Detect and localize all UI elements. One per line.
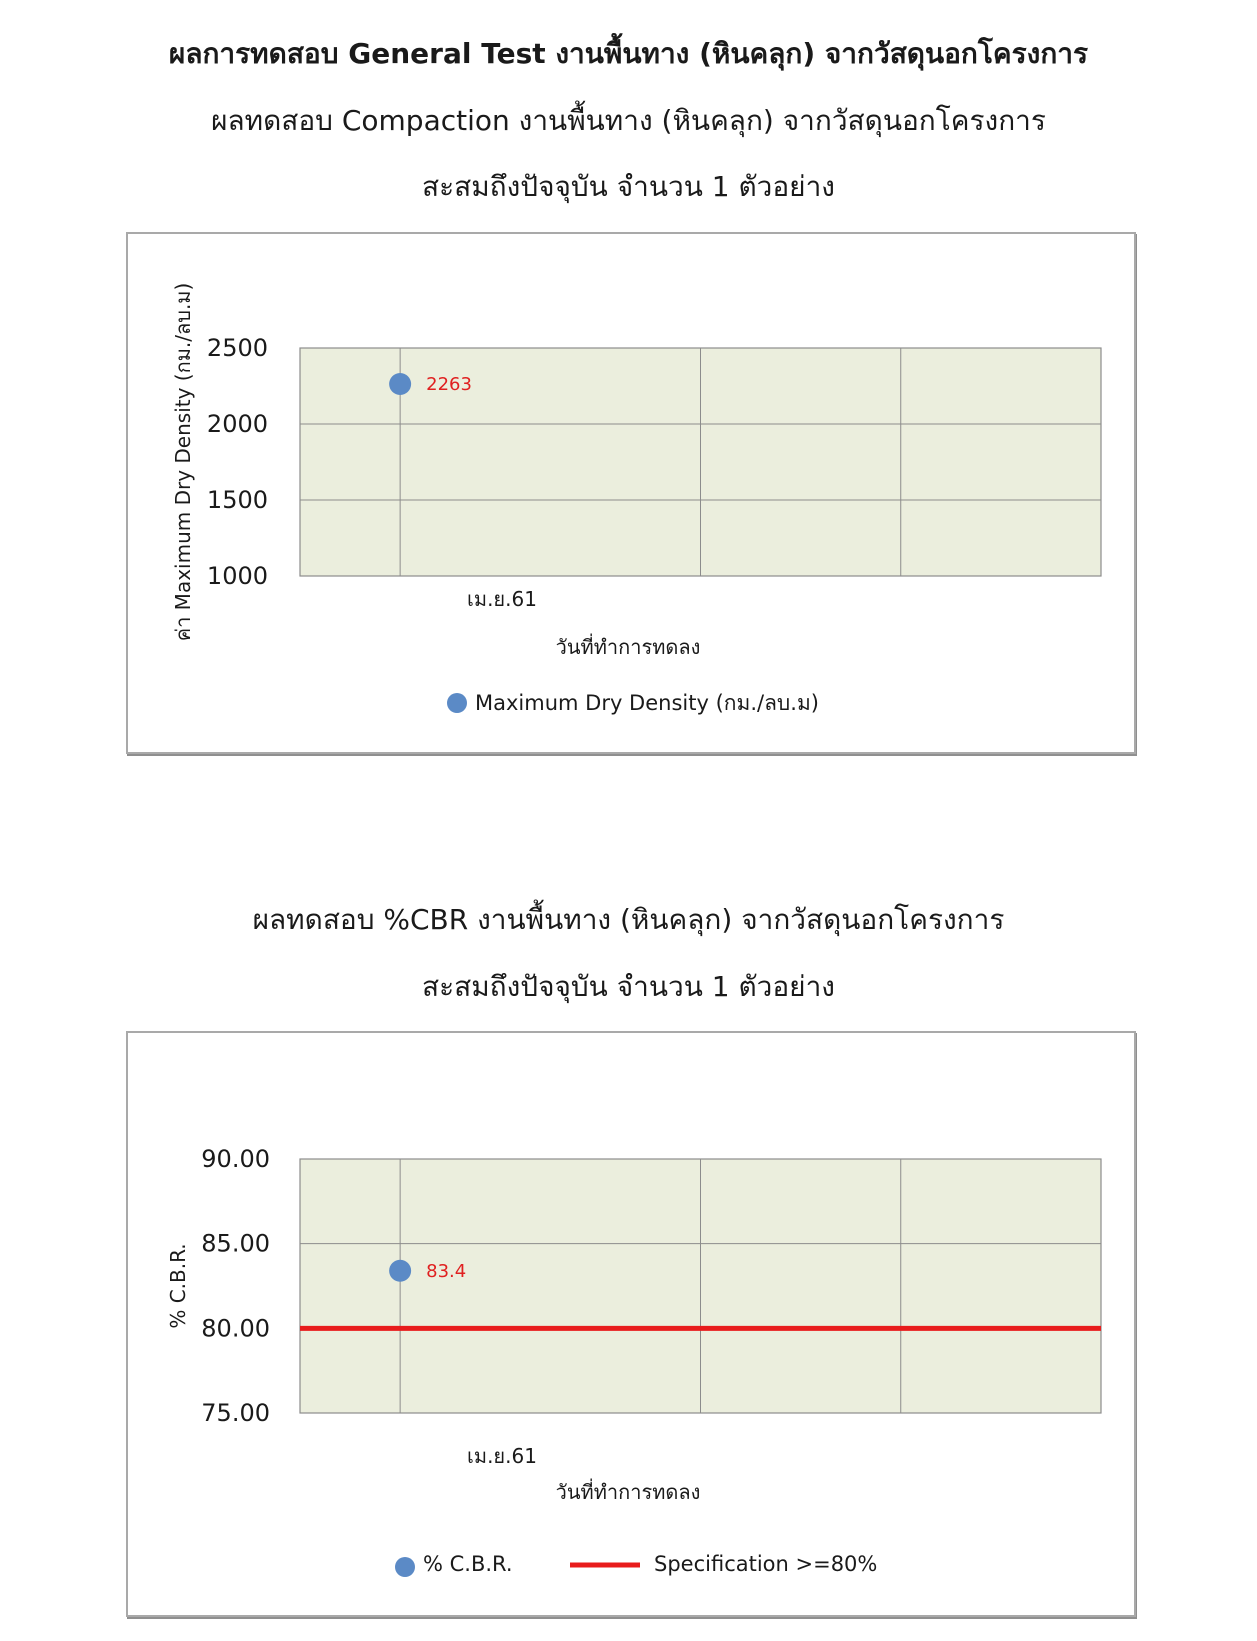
y-tick-label: 85.00 [201, 1229, 270, 1258]
y-tick-label: 75.00 [201, 1399, 270, 1427]
cbr-chart-svg [128, 1033, 1134, 1615]
y-tick-label: 80.00 [201, 1314, 270, 1343]
chart2-subtitle: สะสมถึงปัจจุบัน จำนวน 1 ตัวอย่าง [422, 970, 835, 1003]
y-tick-label: 1000 [206, 562, 268, 590]
data-point [389, 373, 411, 395]
compaction-chart-svg [128, 234, 1134, 752]
compaction-chart [126, 232, 1136, 754]
y-tick-label: 1500 [206, 486, 268, 514]
y-axis-title: % C.B.R. [166, 1243, 190, 1329]
cbr-chart [126, 1031, 1136, 1617]
data-label: 2263 [426, 374, 472, 396]
chart1-title: ผลทดสอบ Compaction งานพื้นทาง (หินคลุก) จากวัสดุนอกโครงการ [211, 104, 1046, 137]
legend-marker-icon [395, 1557, 415, 1577]
y-tick-label: 2500 [206, 334, 268, 362]
legend-label: Maximum Dry Density (กม./ลบ.ม) [475, 691, 819, 715]
legend-marker-icon [447, 693, 467, 713]
y-tick-label: 2000 [206, 410, 268, 438]
x-axis-title: วันที่ทำการทดลง [555, 1480, 701, 1504]
data-label: 83.4 [426, 1260, 467, 1282]
x-axis-title: วันที่ทำการทดลง [555, 635, 701, 659]
legend-label-spec: Specification >=80% [654, 1552, 878, 1576]
legend-label-cbr: % C.B.R. [423, 1552, 513, 1576]
chart2-title: ผลทดสอบ %CBR งานพื้นทาง (หินคลุก) จากวัสดุนอกโครงการ [252, 903, 1005, 936]
x-category-label: เม.ย.61 [467, 587, 537, 611]
chart1-subtitle: สะสมถึงปัจจุบัน จำนวน 1 ตัวอย่าง [422, 170, 835, 203]
x-category-label: เม.ย.61 [467, 1444, 537, 1468]
data-point [389, 1260, 411, 1282]
y-axis-title: ค่า Maximum Dry Density (กม./ลบ.ม) [171, 282, 195, 642]
y-tick-label: 90.00 [201, 1145, 270, 1173]
main-title: ผลการทดสอบ General Test งานพื้นทาง (หินคลุก) จากวัสดุนอกโครงการ [168, 37, 1089, 70]
